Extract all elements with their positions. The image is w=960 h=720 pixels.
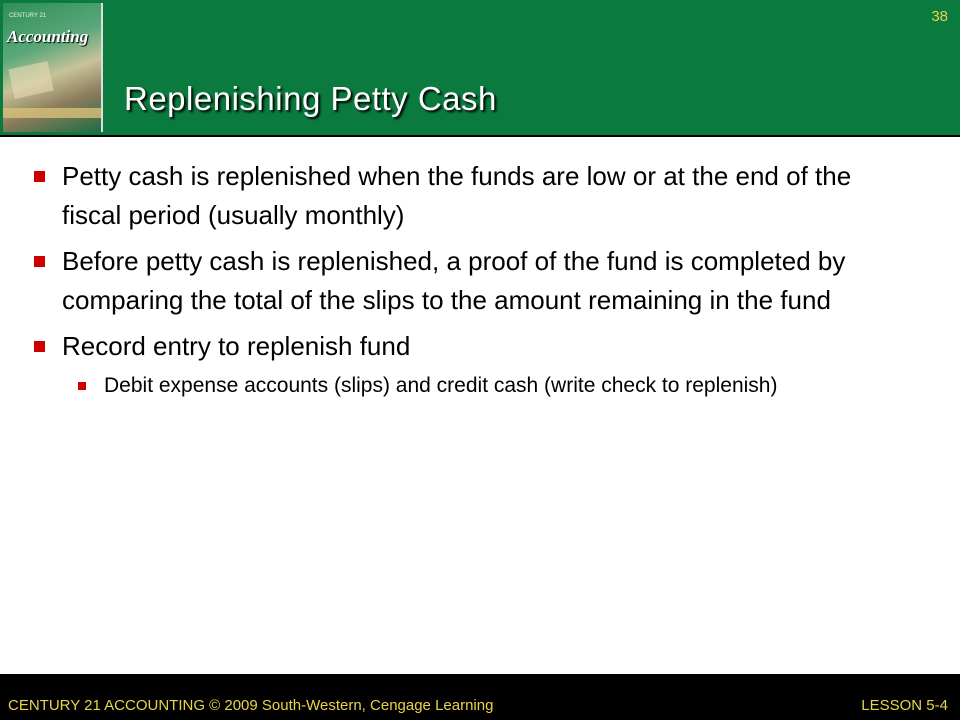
bullet-text: Before petty cash is replenished, a proof of the fund is completed by comparing the total of the slips to the amount remaining in the fund xyxy=(62,246,846,315)
slide-title: Replenishing Petty Cash xyxy=(124,80,497,117)
sub-bullet-square-icon xyxy=(78,382,86,390)
sub-bullet-item xyxy=(34,371,914,401)
bullet-item xyxy=(34,327,914,366)
book-cover-series: CENTURY 21 xyxy=(9,13,47,19)
book-cover-graphic xyxy=(8,61,53,99)
bullet-text: Petty cash is replenished when the funds are low or at the end of the fiscal period (usually monthly) xyxy=(62,161,852,230)
slide-header xyxy=(0,0,960,137)
book-cover-brand: Accounting xyxy=(7,27,89,46)
slide-content xyxy=(34,157,914,401)
bullet-text: Record entry to replenish fund xyxy=(62,331,411,361)
book-cover-strip xyxy=(3,108,101,118)
copyright-text: CENTURY 21 ACCOUNTING © 2009 South-Western, Cengage Learning xyxy=(8,697,494,714)
book-cover-image xyxy=(3,3,103,132)
bullet-square-icon xyxy=(34,256,45,267)
bullet-item xyxy=(34,242,914,320)
lesson-label: LESSON 5-4 xyxy=(861,697,948,714)
slide-footer xyxy=(0,674,960,720)
bullet-square-icon xyxy=(34,171,45,182)
bullet-square-icon xyxy=(34,341,45,352)
page-number: 38 xyxy=(931,8,948,25)
sub-bullet-text: Debit expense accounts (slips) and credit cash (write check to replenish) xyxy=(104,374,778,397)
bullet-item xyxy=(34,157,914,235)
